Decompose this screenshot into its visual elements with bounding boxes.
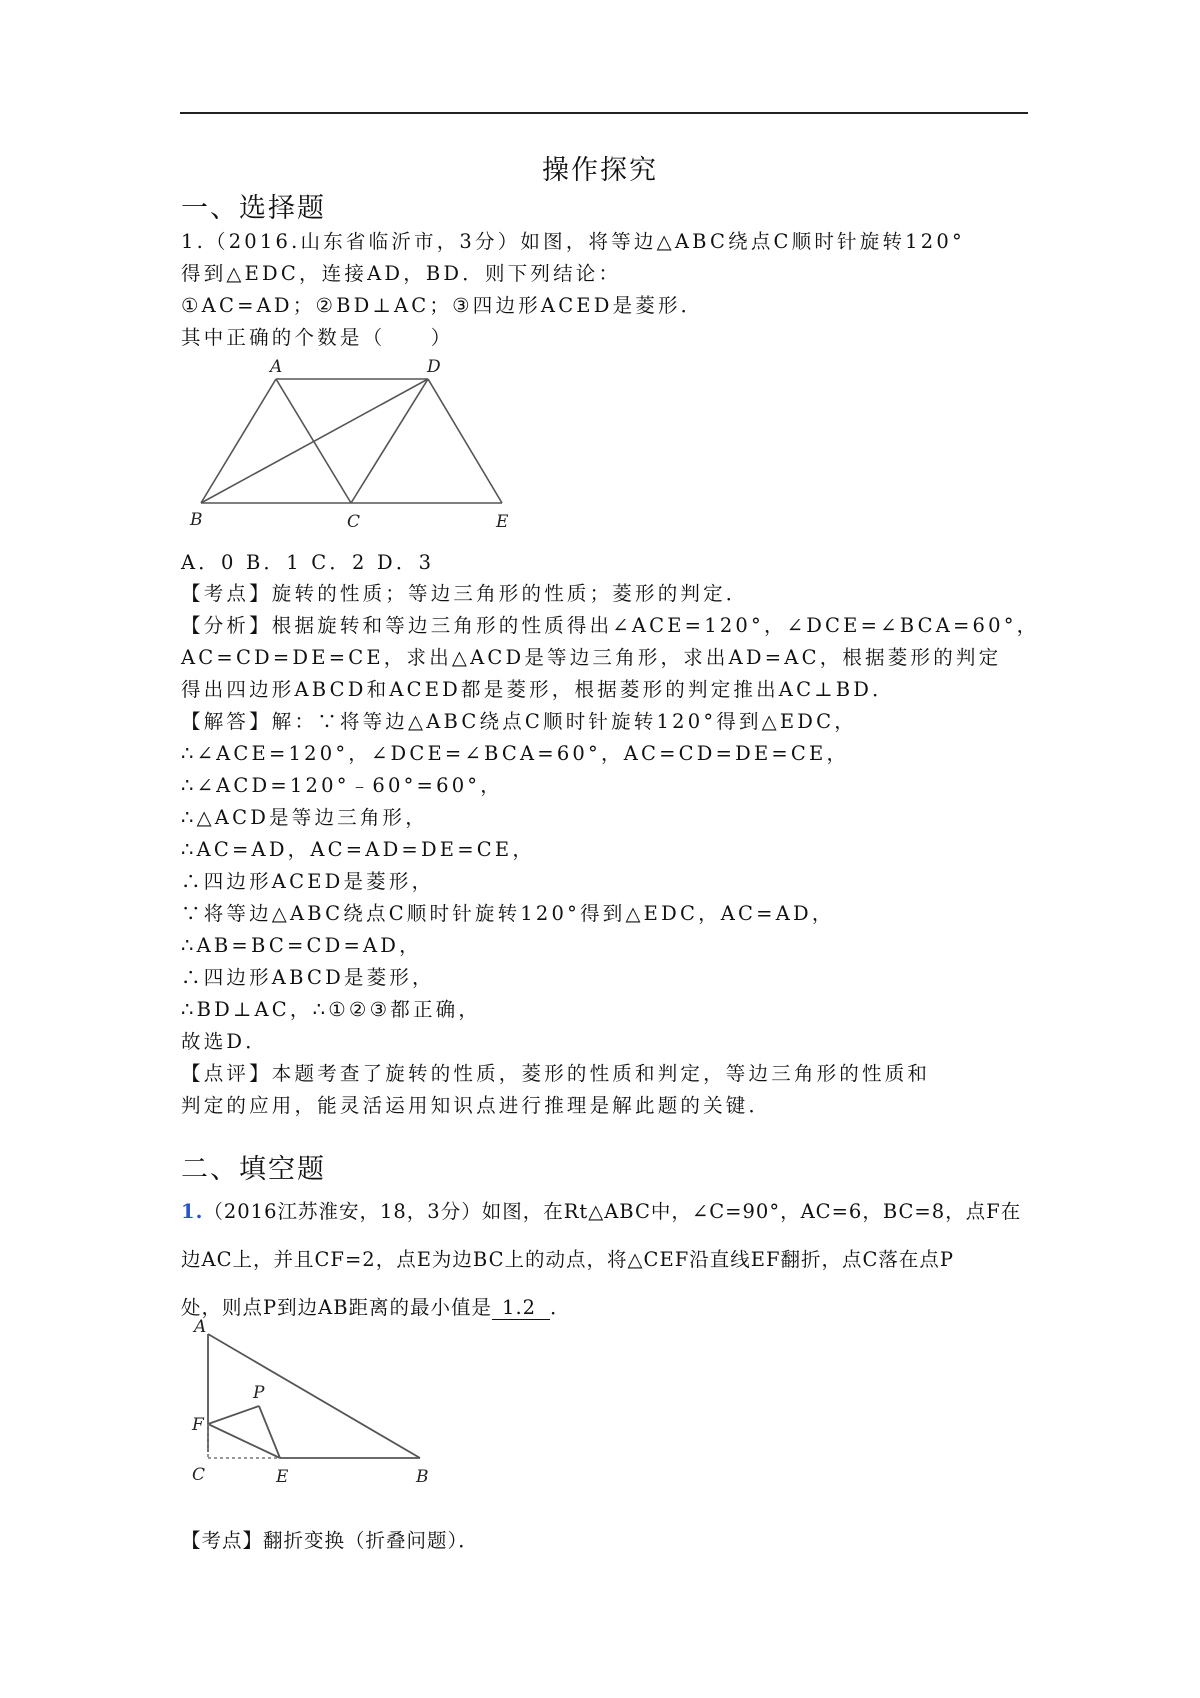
- q1-solution-line-6: ∴∠ACE=120°，∠DCE=∠BCA=60°，AC=CD=DE=CE，: [181, 742, 850, 765]
- section-heading-fill: 二、填空题: [181, 1154, 326, 1185]
- label-P: P: [253, 1383, 265, 1403]
- q2-line-3-prefix: 处，则点P到边AB距离的最小值是: [181, 1296, 493, 1319]
- q1-solution-line-17: 判定的应用，能灵活运用知识点进行推理是解此题的关键．: [181, 1094, 772, 1117]
- label-E: E: [276, 1467, 289, 1487]
- q1-figure: [180, 355, 520, 535]
- q1-solution-line-2: 【分析】根据旋转和等边三角形的性质得出∠ACE=120°，∠DCE=∠BCA=60°，: [181, 614, 1040, 637]
- label-E: E: [496, 512, 509, 532]
- q1-solution-line-5: 【解答】解：∵将等边△ABC绕点C顺时针旋转120°得到△EDC，: [181, 710, 857, 733]
- q2-number: 1.: [181, 1200, 204, 1223]
- label-F: F: [192, 1415, 204, 1435]
- q1-solution-line-12: ∴AB=BC=CD=AD，: [181, 934, 422, 957]
- q1-solution-line-10: ∴四边形ACED是菱形，: [181, 870, 435, 893]
- page-title: 操作探究: [542, 155, 658, 186]
- q1-solution-line-1: 【考点】旋转的性质；等边三角形的性质；菱形的判定．: [181, 582, 749, 605]
- label-D: D: [427, 357, 441, 377]
- label-C: C: [347, 512, 361, 532]
- q1-solution-line-3: AC=CD=DE=CE，求出△ACD是等边三角形，求出AD=AC，根据菱形的判定: [181, 646, 1002, 669]
- q2-line-3-suffix: ．: [550, 1296, 571, 1319]
- q2-line-1: [181, 1196, 1021, 1224]
- q1-solution-line-8: ∴△ACD是等边三角形，: [181, 806, 428, 829]
- q1-solution-line-16: 【点评】本题考查了旋转的性质，菱形的性质和判定，等边三角形的性质和: [181, 1062, 931, 1085]
- q2-figure: [180, 1317, 440, 1490]
- q1-solution-line-15: 故选D．: [181, 1030, 268, 1053]
- label-A: A: [270, 357, 283, 377]
- q1-solution-line-14: ∴BD⊥AC，∴①②③都正确，: [181, 998, 482, 1021]
- label-C: C: [192, 1465, 206, 1485]
- segment-DE: [428, 379, 502, 503]
- q2-line-3: [181, 1292, 571, 1320]
- q1-solution-line-9: ∴AC=AD，AC=AD=DE=CE，: [181, 838, 536, 861]
- label-B: B: [416, 1467, 429, 1487]
- header-rule: [180, 112, 1028, 114]
- q1-solution-line-7: ∴∠ACD=120°﹣60°=60°，: [181, 774, 503, 797]
- section-heading-choice: 一、选择题: [181, 193, 326, 224]
- q1-options: A．0 B．1 C．2 D．3: [181, 551, 435, 574]
- segment-DC: [351, 379, 428, 503]
- q2-answer-blank: 1.2: [492, 1296, 550, 1320]
- q1-solution-line-4: 得出四边形ABCD和ACED都是菱形，根据菱形的判定推出AC⊥BD．: [181, 678, 895, 701]
- q2-line-2: 边AC上，并且CF=2，点E为边BC上的动点，将△CEF沿直线EF翻折，点C落在点P: [181, 1248, 955, 1271]
- q2-kaodian: 【考点】翻折变换（折叠问题）．: [181, 1529, 479, 1552]
- segment-FP: [208, 1406, 259, 1424]
- label-B: B: [190, 510, 203, 530]
- segment-AB: [201, 379, 276, 503]
- label-A: A: [194, 1317, 207, 1337]
- segment-BD: [201, 379, 428, 503]
- q1-line-3: ①AC=AD；②BD⊥AC；③四边形ACED是菱形．: [181, 294, 704, 317]
- q1-solution-line-11: ∵将等边△ABC绕点C顺时针旋转120°得到△EDC，AC=AD，: [181, 902, 835, 925]
- q1-line-4: 其中正确的个数是（ ）: [181, 326, 454, 349]
- q1-line-1: 1.（2016.山东省临沂市，3分）如图，将等边△ABC绕点C顺时针旋转120°: [181, 230, 965, 253]
- q1-solution-line-13: ∴四边形ABCD是菱形，: [181, 966, 435, 989]
- q2-line-1-text: （2016江苏淮安，18，3分）如图，在Rt△ABC中，∠C=90°，AC=6，BC=8，点F在: [203, 1200, 1022, 1223]
- q1-line-2: 得到△EDC，连接AD，BD．则下列结论：: [181, 262, 622, 285]
